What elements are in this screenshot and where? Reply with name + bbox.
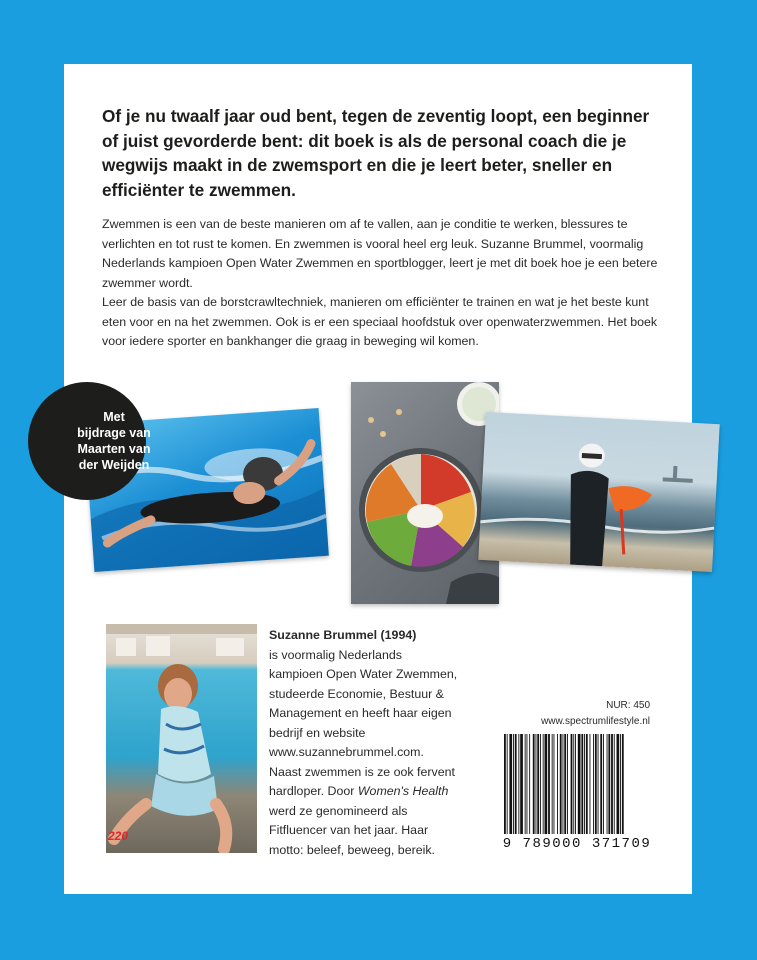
barcode-bar <box>507 734 508 834</box>
barcode-bar <box>504 734 506 834</box>
badge-line-2: bijdrage van <box>77 426 151 440</box>
bio-text-2: werd ze genomineerd als Fitfluencer van het jaar. Haar motto: beleef, beweeg, bereik. <box>269 803 435 857</box>
food-bowl-photo <box>351 382 499 604</box>
barcode-bar <box>540 734 541 834</box>
isbn-number: 9 789000 371709 <box>502 836 652 852</box>
barcode-bar <box>537 734 539 834</box>
barcode-bar <box>567 734 568 834</box>
author-name: Suzanne Brummel (1994) <box>269 628 417 642</box>
barcode-bar <box>513 734 514 834</box>
badge-line-4: der Weijden <box>78 458 150 472</box>
barcode-bar <box>563 734 564 834</box>
barcode-bar <box>586 734 588 834</box>
barcode-bar <box>564 734 566 834</box>
barcode-bar <box>595 734 597 834</box>
barcode-bar <box>554 734 555 834</box>
magazine-name: Women's Health <box>357 784 449 798</box>
barcode-bar <box>548 734 550 834</box>
barcode-bar <box>518 734 519 834</box>
barcode-bar <box>525 734 526 834</box>
barcode-bar <box>600 734 602 834</box>
barcode-bar <box>543 734 544 834</box>
barcode-bar <box>607 734 608 834</box>
barcode-bar <box>622 734 624 834</box>
poster-number: 220 <box>108 829 129 843</box>
barcode-bar <box>617 734 620 834</box>
barcode-bar <box>614 734 615 834</box>
publisher-website: www.spectrumlifestyle.nl <box>541 716 650 727</box>
author-photo <box>106 624 257 853</box>
barcode-bar <box>590 734 591 834</box>
barcode-bar <box>575 734 576 834</box>
barcode-bar <box>611 734 613 834</box>
barcode-bar <box>578 734 581 834</box>
barcode-bar <box>598 734 599 834</box>
barcode-bar <box>515 734 517 834</box>
author-bio <box>269 626 459 860</box>
body-paragraph-1: Zwemmen is een van de beste manieren om af te vallen, aan je conditie te werken, blessures te verlichten en tot rust te komen. En zwemmen is vooral heel erg leuk. Suzanne Brummel, voormalig Nederlands kampioen Open Water Zwemmen en sportblogger, leert je met dit boek hoe je een betere zwemmer wordt. <box>102 217 658 290</box>
barcode <box>500 732 654 859</box>
barcode-bar <box>581 734 583 834</box>
barcode-bar <box>603 734 604 834</box>
badge-line-3: Maarten van <box>77 442 151 456</box>
body-text <box>102 215 662 352</box>
barcode-bar <box>571 734 573 834</box>
barcode-bar <box>573 734 574 834</box>
barcode-bar <box>608 734 610 834</box>
back-cover-page <box>64 64 692 894</box>
bio-text-1: is voormalig Nederlands kampioen Open Water Zwemmen, studeerde Economie, Bestuur & Management en heeft haar eigen bedrijf en website www.suzannebrummel.com. Naast zwemmen is ze ook fervent hardloper. Door <box>269 647 458 798</box>
barcode-bar <box>509 734 512 834</box>
lead-paragraph: Of je nu twaalf jaar oud bent, tegen de zeventig loopt, een beginner of juist gevorderde bent: dit boek is als de personal coach die je wegwijs maakt in de zwemsport en die je leert beter, sneller en efficiënter te zwemmen. <box>102 106 650 200</box>
barcode-bar <box>584 734 585 834</box>
barcode-bar <box>527 734 528 834</box>
barcode-bar <box>545 734 548 834</box>
body-paragraph-2: Leer de basis van de borstcrawltechniek, manieren om efficiënter te trainen en wat je het beste kunt eten voor en na het zwemmen. Ook is er een speciaal hoofdstuk over openwaterzwemmen. Het boek voor iedere sporter en bankhanger die graag in beweging wil komen. <box>102 295 658 348</box>
barcode-bar <box>593 734 594 834</box>
barcode-bar <box>533 734 535 834</box>
barcode-bar <box>552 734 553 834</box>
nur-code: NUR: 450 <box>606 700 650 711</box>
open-water-photo <box>478 412 719 572</box>
badge-line-1: Met <box>103 410 125 424</box>
barcode-bar <box>536 734 537 834</box>
contributor-badge <box>28 382 151 500</box>
barcode-bars <box>500 732 654 836</box>
barcode-bar <box>620 734 621 834</box>
barcode-bar <box>529 734 530 834</box>
barcode-bar <box>557 734 558 834</box>
barcode-bar <box>520 734 523 834</box>
barcode-bar <box>560 734 562 834</box>
